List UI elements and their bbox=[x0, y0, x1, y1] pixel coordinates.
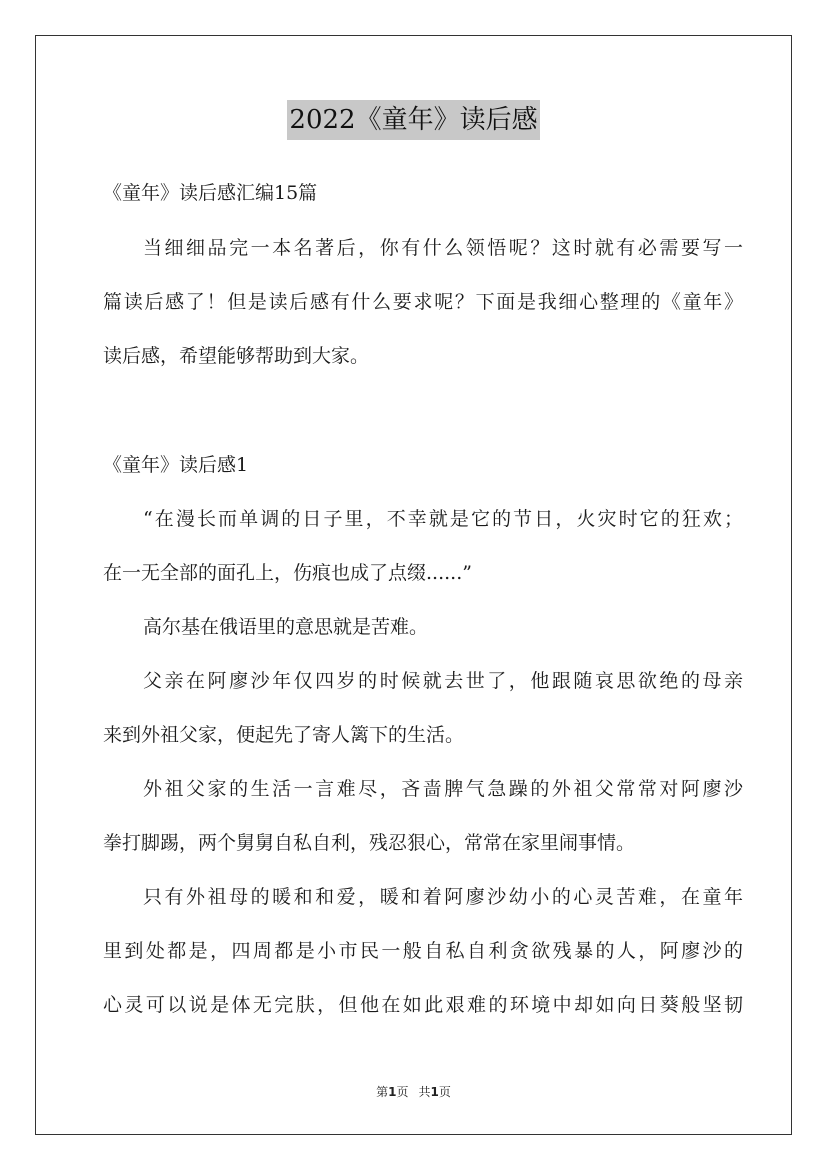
paragraph-4-line-2: 里到处都是，四周都是小市民一般自私自利贪欲残暴的人，阿廖沙的 bbox=[103, 940, 743, 962]
page-number-current: 1 bbox=[388, 1085, 397, 1099]
paragraph-3-line-2: 拳打脚踢，两个舅舅自私自利，残忍狠心，常常在家里闹事情。 bbox=[103, 832, 636, 854]
section-heading: 《童年》读后感1 bbox=[103, 454, 249, 476]
page-number-suffix: 页 bbox=[396, 1085, 409, 1099]
paragraph-2-line-2: 来到外祖父家，便起先了寄人篱下的生活。 bbox=[103, 724, 465, 746]
paragraph-4-line-1: 只有外祖母的暖和和爱，暖和着阿廖沙幼小的心灵苦难，在童年 bbox=[143, 886, 743, 908]
document-title-text: 2022《童年》读后感 bbox=[287, 100, 539, 140]
page-number-prefix: 第 bbox=[376, 1085, 389, 1099]
paragraph-3-line-1: 外祖父家的生活一言难尽，吝啬脾气急躁的外祖父常常对阿廖沙 bbox=[143, 778, 743, 800]
page-total-suffix: 页 bbox=[438, 1085, 451, 1099]
page-footer bbox=[0, 1083, 827, 1100]
page-total-prefix: 共 bbox=[418, 1085, 431, 1099]
paragraph-4-line-3: 心灵可以说是体无完肤，但他在如此艰难的环境中却如向日葵般坚韧 bbox=[103, 994, 743, 1016]
document-title bbox=[0, 100, 827, 140]
intro-line-3: 读后感，希望能够帮助到大家。 bbox=[103, 345, 370, 367]
quote-line-1: “在漫长而单调的日子里，不幸就是它的节日，火灾时它的狂欢； bbox=[143, 508, 743, 530]
paragraph-2-line-1: 父亲在阿廖沙年仅四岁的时候就去世了，他跟随哀思欲绝的母亲 bbox=[143, 670, 743, 692]
paragraph-1-line-1: 高尔基在俄语里的意思就是苦难。 bbox=[143, 616, 429, 638]
quote-line-2: 在一无全部的面孔上，伤痕也成了点缀......” bbox=[103, 562, 472, 584]
page-total-count: 1 bbox=[430, 1085, 439, 1099]
intro-line-2: 篇读后感了！但是读后感有什么要求呢？下面是我细心整理的《童年》 bbox=[103, 291, 743, 313]
intro-line-1: 当细细品完一本名著后，你有什么领悟呢？这时就有必需要写一 bbox=[143, 237, 743, 259]
document-subtitle: 《童年》读后感汇编15篇 bbox=[103, 182, 318, 204]
